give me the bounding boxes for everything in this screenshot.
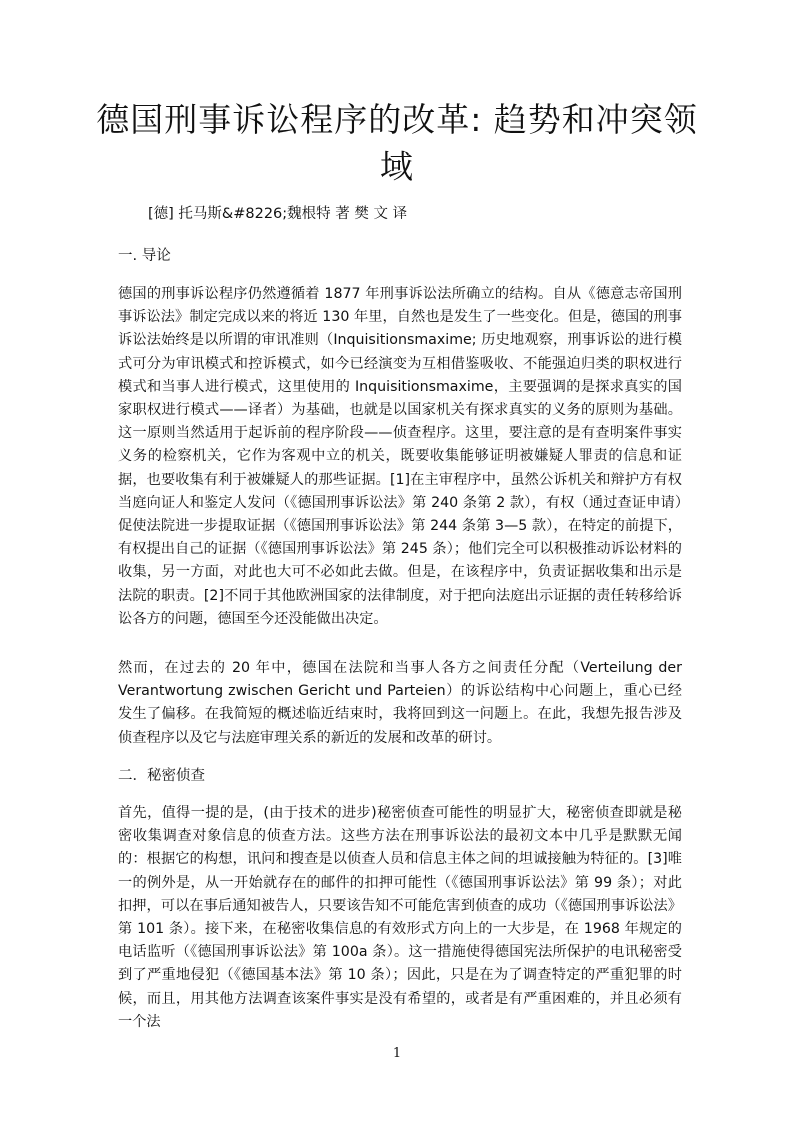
paper-title: 德国刑事诉讼程序的改革: 趋势和冲突领域 xyxy=(96,100,698,186)
section-heading-secret-investigation: 二．秘密侦查 xyxy=(118,768,205,784)
section-heading-introduction: 一. 导论 xyxy=(118,248,171,264)
page-number: 1 xyxy=(392,1046,402,1061)
author-line: [德] 托马斯&#8226;魏根特 著 樊 文 译 xyxy=(148,206,408,222)
paragraph-introduction-1: 德国的刑事诉讼程序仍然遵循着 1877 年刑事诉讼法所确立的结构。自从《德意志帝国刑事诉讼法》制定完成以来的将近 130 年里，自然也是发生了一些变化。但是，德国的刑事诉讼法始终是以所谓的审讯准则（Inquisitionsmaxime; 历史地观察，刑事诉讼的进行模式可分为审讯模式和控诉模式，如今已经演变为互相借鉴吸收、不能强迫归类的职权进行模式和当事人进行模式，这里使用的 Inquisitionsmaxime，主要强调的是探求真实的国家职权进行模式——译者）为基础，也就是以国家机关有探求真实的义务的原则为基础。这一原则当然适用于起诉前的程序阶段——侦查程序。这里，要注意的是有查明案件事实义务的检察机关，它作为客观中立的机关，既要收集能够证明被嫌疑人罪责的信息和证据，也要收集有利于被嫌疑人的那些证据。[1]在主审程序中，虽然公诉机关和辩护方有权当庭向证人和鉴定人发问（《德国刑事诉讼法》第 240 条第 2 款），有权（通过查证申请）促使法院进一步提取证据（《德国刑事诉讼法》第 244 条第 3—5 款），在特定的前提下，有权提出自己的证据（《德国刑事诉讼法》第 245 条）；他们完全可以积极推动诉讼材料的收集，另一方面，对此也大可不必如此去做。但是，在该程序中，负责证据收集和出示是法院的职责。[2]不同于其他欧洲国家的法律制度，对于把向法庭出示证据的责任转移给诉讼各方的问题，德国至今还没能做出决定。 xyxy=(118,286,682,627)
paragraph-introduction-2: 然而，在过去的 20 年中，德国在法院和当事人各方之间责任分配（Verteilung der Verantwortung zwischen Gericht und Parteien）的诉讼结构中心问题上，重心已经发生了偏移。在我简短的概述临近结束时，我将回到这一问题上。在此，我想先报告涉及侦查程序以及它与法庭审理关系的新近的发展和改革的研讨。 xyxy=(118,660,682,746)
paragraph-secret-investigation-1: 首先，值得一提的是，(由于技术的进步)秘密侦查可能性的明显扩大，秘密侦查即就是秘密收集调查对象信息的侦查方法。这些方法在刑事诉讼法的最初文本中几乎是默默无闻的：根据它的构想，讯问和搜查是以侦查人员和信息主体之间的坦诚接触为特征的。[3]唯一的例外是，从一开始就存在的邮件的扣押可能性（《德国刑事诉讼法》第 99 条）；对此扣押，可以在事后通知被告人，只要该告知不可能危害到侦查的成功（《德国刑事诉讼法》第 101 条）。接下来，在秘密收集信息的有效形式方向上的一大步是，在 1968 年规定的电话监听（《德国刑事诉讼法》第 100a 条）。这一措施使得德国宪法所保护的电讯秘密受到了严重地侵犯（《德国基本法》第 10 条）；因此，只是在为了调查特定的严重犯罪的时候，而且，用其他方法调查该案件事实是没有希望的，或者是有严重困难的，并且必须有一个法 xyxy=(118,805,682,1030)
